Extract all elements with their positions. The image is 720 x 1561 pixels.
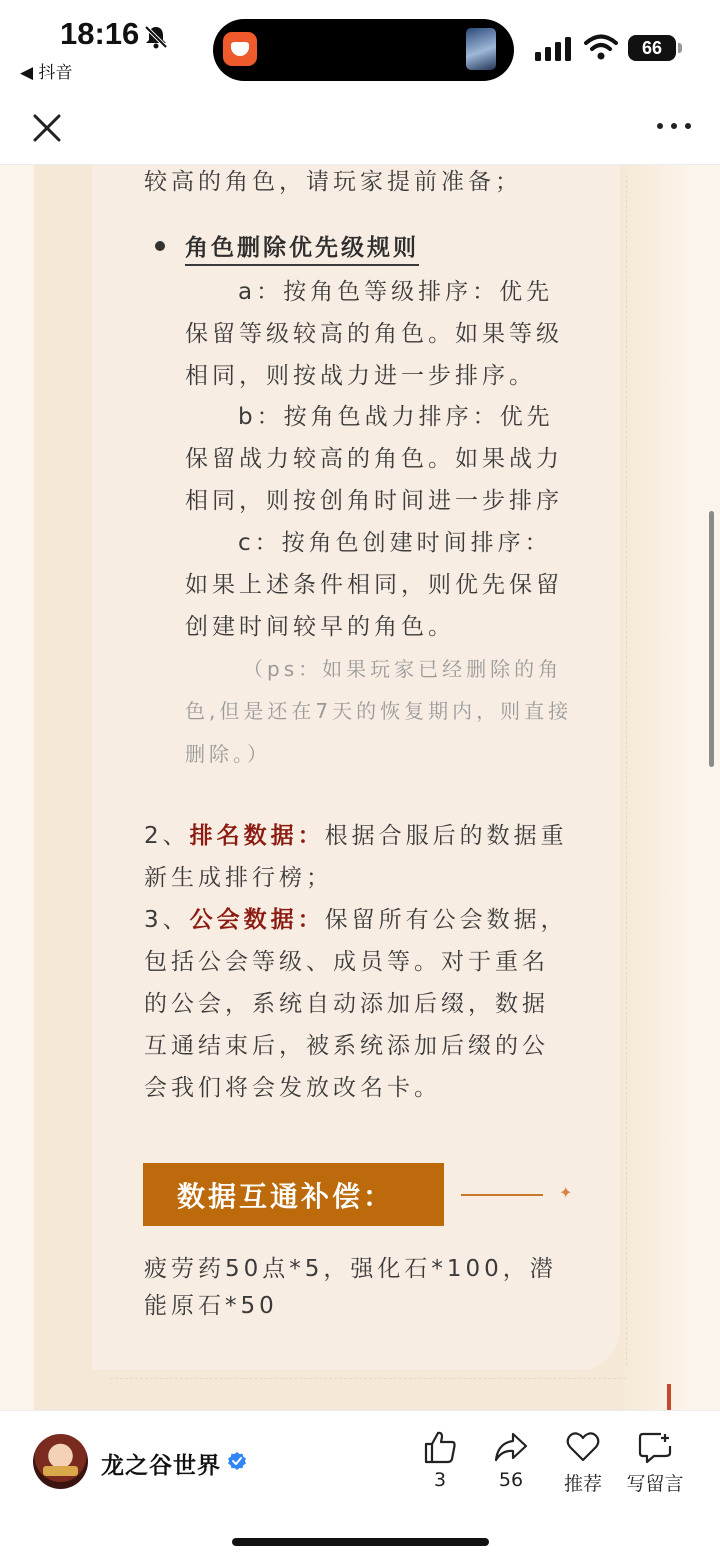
verified-badge-icon [227,1451,247,1471]
dynamic-island [213,19,514,81]
bullet-icon [155,241,165,251]
silent-bell-icon [143,24,169,50]
write-comment-label: 写留言 [626,1473,684,1495]
battery-cap [678,43,682,53]
item-number: 3、 [144,907,190,933]
scrollbar[interactable] [709,511,714,767]
sparkle-icon: ✦ [559,1183,573,1202]
ranking-data-item [144,817,568,850]
text-line: 创建时间较早的角色。 [185,614,455,640]
panel-edge-fade [620,165,686,1410]
ps-note-line: 删除。） [185,742,271,766]
close-icon[interactable] [30,111,64,145]
share-count: 56 [498,1469,524,1491]
ps-note-line: （ps：如果玩家已经删除的角 [243,657,563,681]
account-name[interactable]: 龙之谷世界 [101,1453,221,1479]
heart-icon [565,1429,601,1465]
text-line: a：按角色等级排序：优先 [238,279,554,305]
share-arrow-icon [493,1429,529,1465]
like-count: 3 [433,1469,447,1491]
thumbs-up-icon [422,1429,458,1465]
share-button[interactable] [476,1429,546,1491]
decorative-line [461,1194,543,1196]
text-line: 新生成排行榜； [144,865,333,891]
battery-indicator: 66 [628,35,676,61]
media-thumbnail-icon [466,28,496,70]
status-bar [0,0,720,100]
recommend-button[interactable] [548,1429,618,1496]
text-line: 保留等级较高的角色。如果等级 [185,321,563,347]
recommend-label: 推荐 [563,1473,602,1495]
ps-note-line: 色,但是还在7天的恢复期内，则直接 [185,699,573,723]
status-time: 18:16 [60,16,140,51]
dashed-border-bottom [110,1378,626,1380]
compensation-text: 能原石*50 [144,1293,278,1319]
item-text: 根据合服后的数据重 [324,823,568,849]
text-line: 互通结束后，被系统添加后缀的公 [144,1033,549,1059]
wifi-icon [584,33,618,61]
text-line: 会我们将会发放改名卡。 [144,1075,441,1101]
section-title: 数据互通补偿： [177,1180,395,1213]
write-comment-button[interactable] [620,1429,690,1496]
home-indicator[interactable] [232,1538,489,1546]
article-content [0,165,720,1410]
item-text: 保留所有公会数据， [324,907,568,933]
text-line: c：按角色创建时间排序： [238,530,552,556]
comment-add-icon [637,1429,673,1465]
bullet-title: 角色删除优先级规则 [185,229,419,266]
guild-data-item [144,901,568,934]
cellular-signal-icon [534,36,574,62]
text-line: 相同，则按战力进一步排序。 [185,363,536,389]
app-activity-icon [223,32,257,66]
more-options-icon[interactable] [654,110,694,140]
decorative-mark [667,1384,671,1410]
account-avatar[interactable] [33,1434,88,1489]
text-line: 保留战力较高的角色。如果战力 [185,446,563,472]
dashed-border-right [626,175,628,1365]
section-header [143,1163,444,1226]
nav-bar [0,100,720,165]
item-number: 2、 [144,823,190,849]
like-button[interactable] [405,1429,475,1491]
text-line: 相同，则按创角时间进一步排序 [185,488,563,514]
ranking-data-label: 排名数据： [189,823,325,849]
back-to-app-link[interactable]: ◀ 抖音 [20,63,73,83]
guild-data-label: 公会数据： [189,907,325,933]
compensation-text: 疲劳药50点*5，强化石*100，潜 [144,1256,557,1282]
text-line: 包括公会等级、成员等。对于重名 [144,949,549,975]
text-line: b：按角色战力排序：优先 [238,404,554,430]
text-line: 的公会，系统自动添加后缀，数据 [144,991,549,1017]
text-line: 较高的角色，请玩家提前准备； [144,169,522,195]
text-line: 如果上述条件相同，则优先保留 [185,572,563,598]
